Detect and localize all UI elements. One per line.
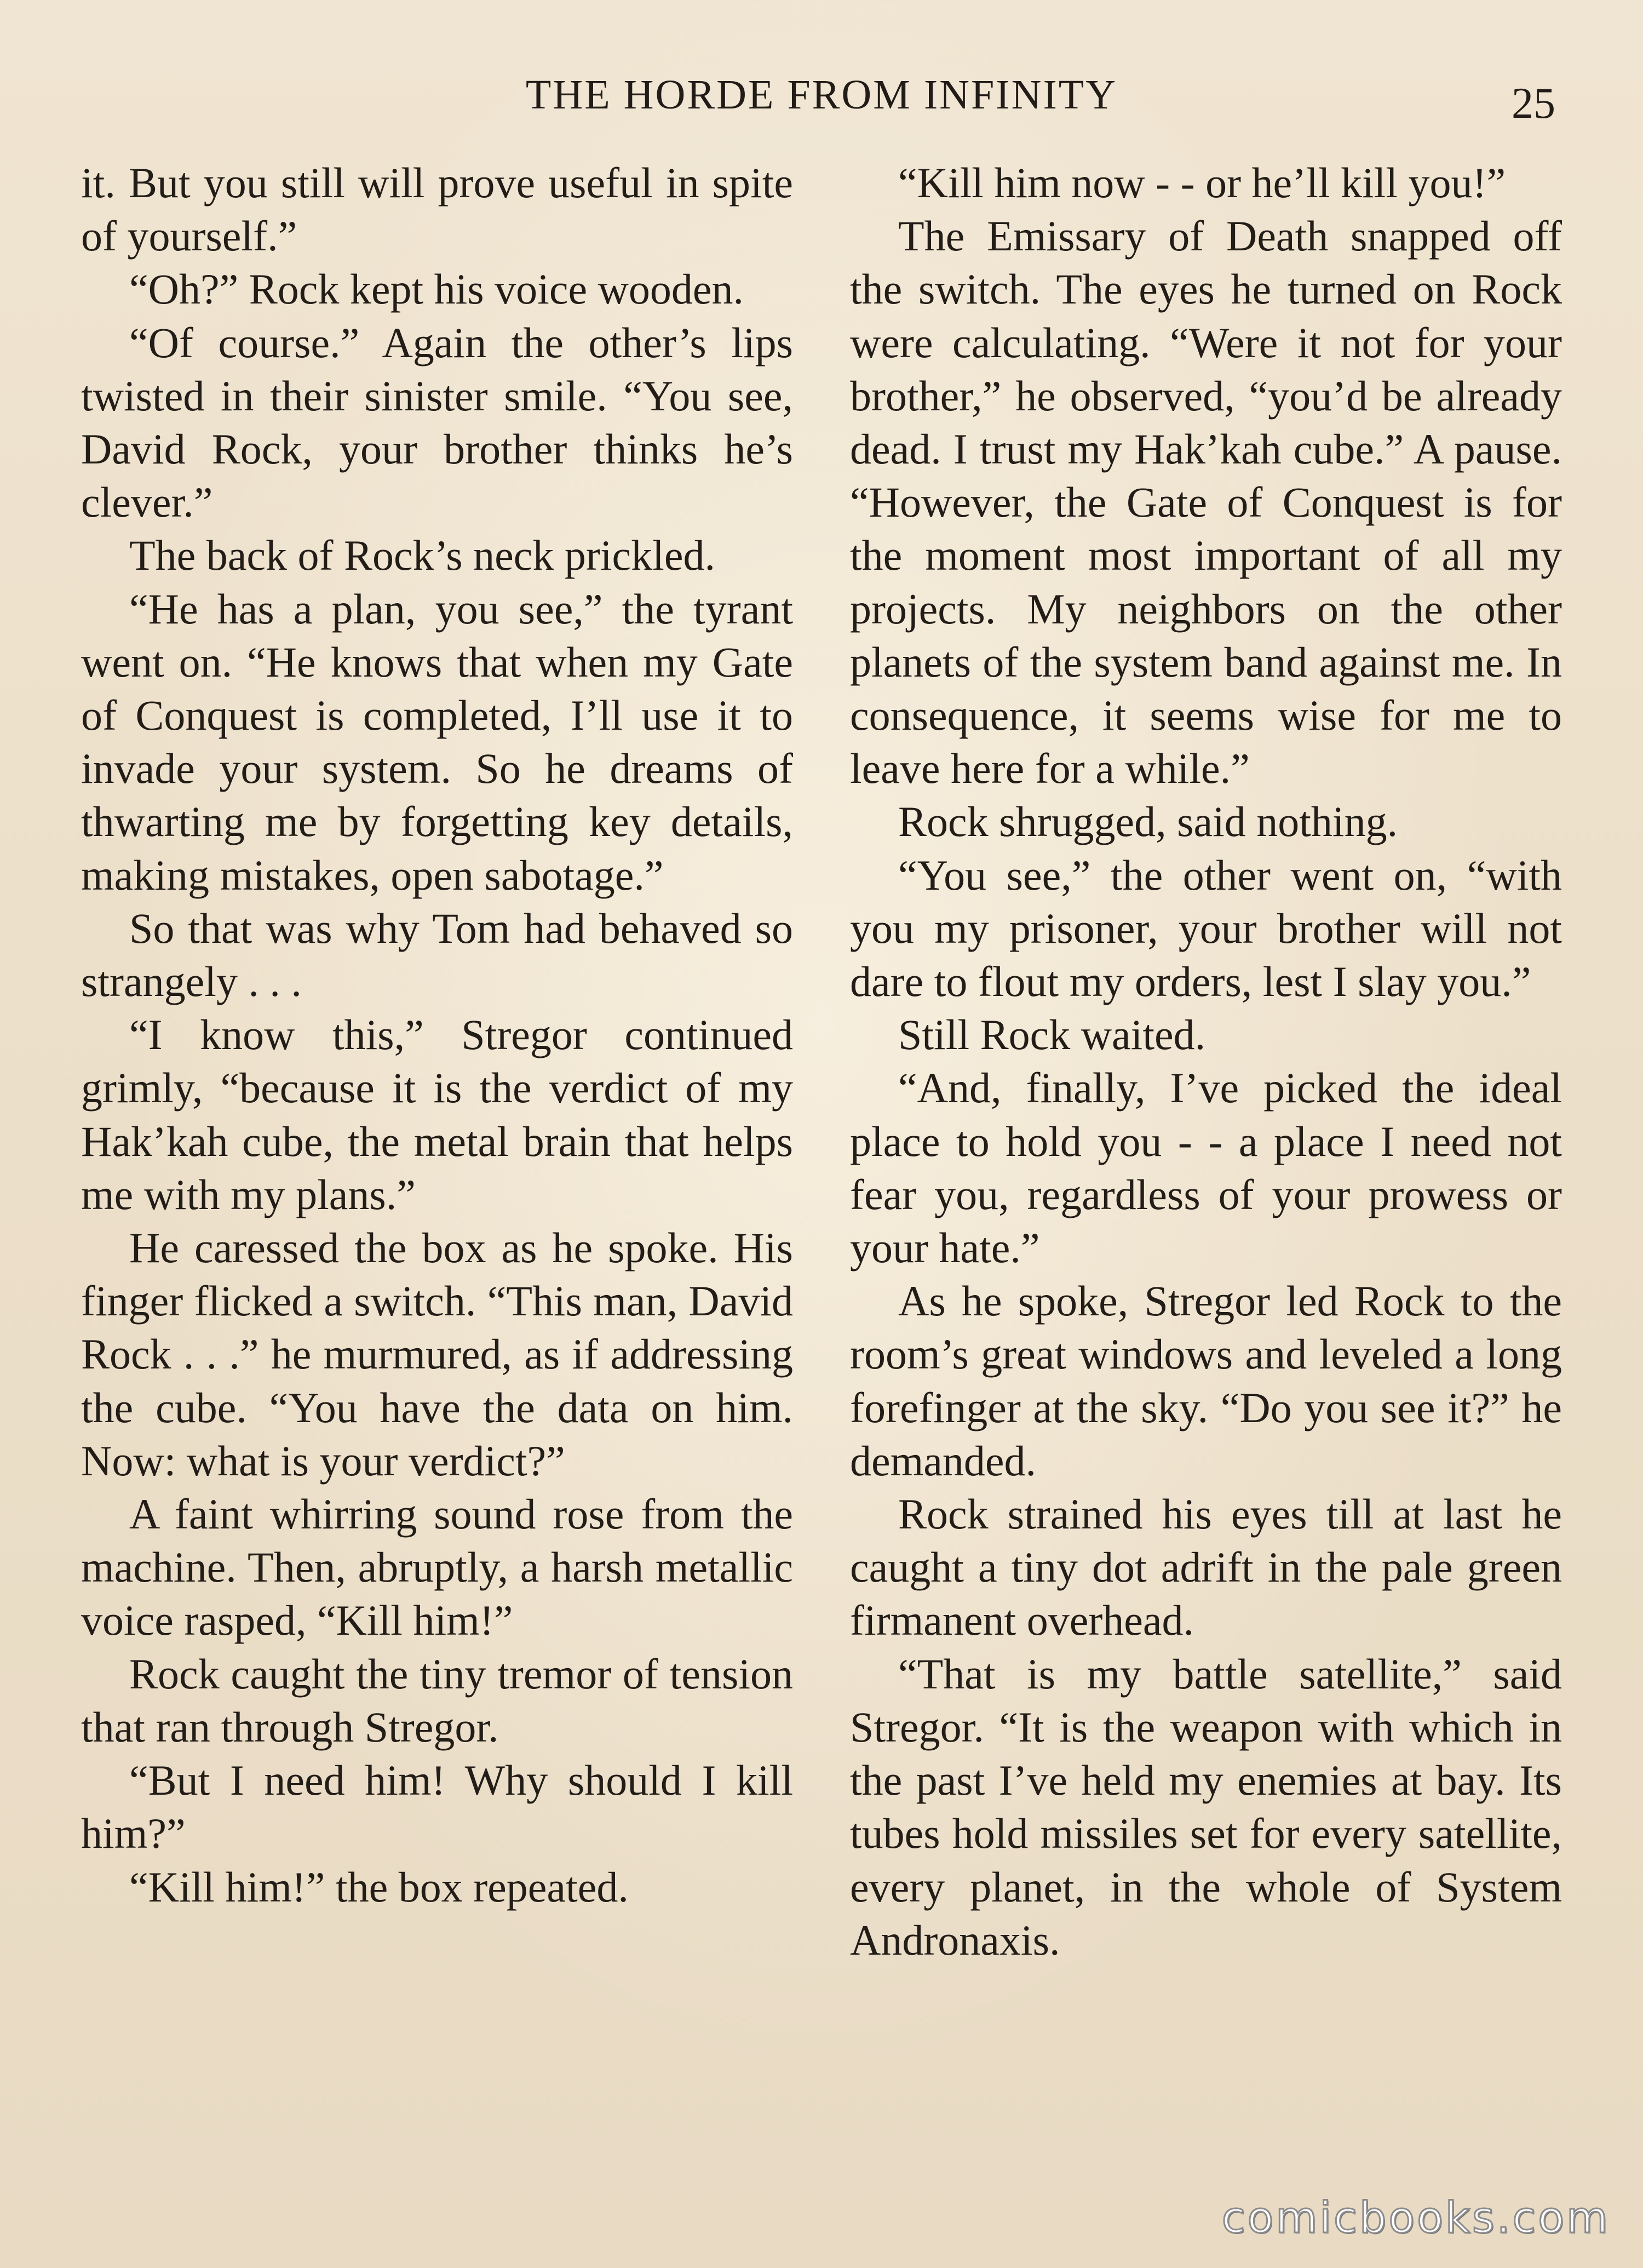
paragraph: As he spoke, Stregor led Rock to the room’s great windows and leveled a long forefinger at the sky. “Do you see it?” he demanded. <box>850 1277 1562 1485</box>
running-title: THE HORDE FROM INFINITY <box>525 72 1118 118</box>
paragraph: it. But you still will prove useful in spite of yourself.” <box>81 159 793 260</box>
paragraph: “Kill him now - - or he’ll kill you!” <box>898 159 1506 207</box>
paragraph: Rock caught the tiny tremor of tension that ran through Stregor. <box>81 1650 793 1751</box>
paragraph: Rock shrugged, said nothing. <box>898 798 1398 846</box>
paragraph: “I know this,” Stregor continued grimly, “because it is the verdict of my Hak’kah cube, the metal brain that helps me with my plans.” <box>81 1011 793 1218</box>
paragraph: The Emissary of Death snapped off the switch. The eyes he turned on Rock were calculating. “Were it not for your brother,” he observed, “you’d be already dead. I trust my Hak’kah cube.” A pause. “However, the Gate of Conquest is for the moment most important of all my projects. My neighbors on the other planets of the system band against me. In consequence, it seems wise for me to leave here for a while.” <box>850 212 1562 793</box>
page-header <box>0 71 1643 131</box>
paragraph: Still Rock waited. <box>898 1011 1206 1059</box>
watermark: comicbooks.com <box>1221 2193 1610 2243</box>
paragraph: “Oh?” Rock kept his voice wooden. <box>129 265 744 313</box>
paragraph: “Of course.” Again the other’s lips twisted in their sinister smile. “You see, David Rock, your brother thinks he’s clever.” <box>81 318 793 526</box>
paragraph: The back of Rock’s neck prickled. <box>129 531 715 580</box>
paragraph: So that was why Tom had behaved so strangely . . . <box>81 904 793 1006</box>
paragraph: “You see,” the other went on, “with you my prisoner, your brother will not dare to flout my orders, lest I slay you.” <box>850 851 1562 1006</box>
paragraph: He caressed the box as he spoke. His finger flicked a switch. “This man, David Rock . . .” he murmured, as if addressing the cube. “You have the data on him. Now: what is your verdict?” <box>81 1224 793 1485</box>
paragraph: “That is my battle satellite,” said Stregor. “It is the weapon with which in the past I’ve held my enemies at bay. Its tubes hold missiles set for every satellite, every planet, in the whole of System Andronaxis. <box>850 1650 1562 1964</box>
right-column <box>850 156 1562 1967</box>
left-column <box>81 156 793 1914</box>
paragraph: “And, finally, I’ve picked the ideal place to hold you - - a place I need not fear you, regardless of your prowess or your hate.” <box>850 1064 1562 1272</box>
page-number: 25 <box>1512 79 1555 128</box>
paragraph: “He has a plan, you see,” the tyrant went on. “He knows that when my Gate of Conquest is completed, I’ll use it to invade your system. So he dreams of thwarting me by forgetting key details, making mistakes, open sabotage.” <box>81 585 793 899</box>
paragraph: “But I need him! Why should I kill him?” <box>81 1756 793 1858</box>
paragraph: Rock strained his eyes till at last he caught a tiny dot adrift in the pale green firmanent overhead. <box>850 1490 1562 1645</box>
paragraph: A faint whirring sound rose from the machine. Then, abruptly, a harsh metallic voice rasped, “Kill him!” <box>81 1490 793 1645</box>
paragraph: “Kill him!” the box repeated. <box>129 1863 629 1911</box>
